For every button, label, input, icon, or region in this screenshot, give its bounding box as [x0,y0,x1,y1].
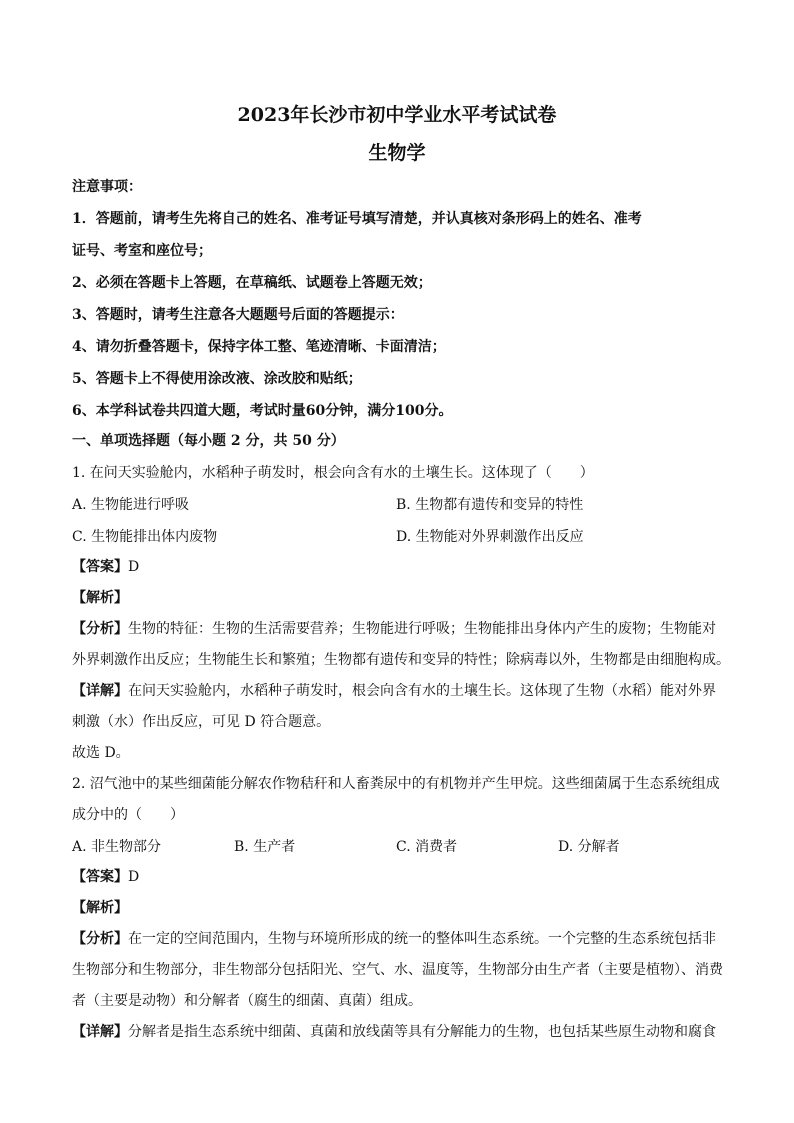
q2-option-d: D. 分解者 [558,839,620,855]
q1-xiangjie-line [72,680,732,700]
q1-conclusion: 故选 D。 [72,745,130,761]
q2-fenxi-line [72,928,732,948]
q1-analysis-line [72,587,128,607]
q1-option-a: A. 生物能进行呼吸 [72,497,190,513]
question-2-stem: 2. 沼气池中的某些细菌能分解农作物秸秆和人畜粪尿中的有机物并产生甲烷。这些细菌属于生态系统组成 [72,776,720,792]
q2-option-a: A. 非生物部分 [72,839,162,855]
section-heading: 一、单项选择题（每小题 2 分，共 50 分） [72,433,345,449]
q2-fenxi-line-3: 者（主要是动物）和分解者（腐生的细菌、真菌）组成。 [72,993,422,1009]
question-2-stem-2: 成分中的（ ） [72,807,184,823]
exam-title: 2023年长沙市初中学业水平考试试卷 [237,104,557,126]
notice-item: 3、答题时，请考生注意各大题题号后面的答题提示： [72,307,404,323]
q1-fenxi-line [72,618,732,638]
xiangjie-tag: 【详解】 [72,683,128,699]
answer-value: D [128,559,140,575]
xiangjie-tag: 【详解】 [72,1024,128,1040]
answer-tag: 【答案】 [72,869,128,885]
analysis-tag: 【解析】 [72,590,128,606]
notice-item: 5、答题卡上不得使用涂改液、涂改胶和贴纸； [72,371,362,387]
fenxi-text: 生物的特征：生物的生活需要营养；生物能进行呼吸；生物能排出身体内产生的废物；生物能对 [128,621,716,637]
fenxi-text: 在一定的空间范围内，生物与环境所形成的统一的整体叫生态系统。一个完整的生态系统包括非 [128,931,716,947]
q2-option-b: B. 生产者 [234,839,296,855]
xiangjie-text: 在问天实验舱内，水稻种子萌发时，根会向含有水的土壤生长。这体现了生物（水稻）能对外界 [128,683,716,699]
subject-title: 生物学 [368,142,426,164]
q2-analysis-line [72,897,128,917]
q1-option-c: C. 生物能排出体内废物 [72,529,218,545]
q1-xiangjie-line-2: 刺激（水）作出反应，可见 D 符合题意。 [72,714,331,730]
q2-option-c: C. 消费者 [396,839,458,855]
notice-item: 1．答题前，请考生先将自己的姓名、准考证号填写清楚，并认真核对条形码上的姓名、准考 [72,211,642,227]
q1-option-d: D. 生物能对外界刺激作出反应 [396,529,584,545]
notice-heading: 注意事项： [72,179,142,195]
q1-option-b: B. 生物都有遗传和变异的特性 [396,497,584,513]
answer-tag: 【答案】 [72,559,128,575]
xiangjie-text: 分解者是指生态系统中细菌、真菌和放线菌等具有分解能力的生物，也包括某些原生动物和腐食 [128,1024,716,1040]
answer-value: D [128,869,140,885]
question-1-stem: 1. 在问天实验舱内，水稻种子萌发时，根会向含有水的土壤生长。这体现了（ ） [72,465,594,481]
analysis-tag: 【解析】 [72,900,128,916]
q2-answer-line [72,866,139,886]
fenxi-tag: 【分析】 [72,931,128,947]
q1-answer-line [72,556,139,576]
q2-xiangjie-line [72,1021,732,1041]
notice-item: 2、必须在答题卡上答题，在草稿纸、试题卷上答题无效； [72,275,432,291]
q2-fenxi-line-2: 生物部分和生物部分，非生物部分包括阳光、空气、水、温度等，生物部分由生产者（主要是植物）、消费 [72,962,723,978]
notice-item: 6、本学科试卷共四道大题，考试时量60分钟，满分100分。 [72,403,453,419]
notice-item: 4、请勿折叠答题卡，保持字体工整、笔迹清晰、卡面清洁； [72,339,446,355]
q1-fenxi-line-2: 外界刺激作出反应；生物能生长和繁殖；生物都有遗传和变异的特性；除病毒以外，生物都是由细胞构成。 [72,652,730,668]
fenxi-tag: 【分析】 [72,621,128,637]
notice-item: 证号、考室和座位号； [72,243,212,259]
